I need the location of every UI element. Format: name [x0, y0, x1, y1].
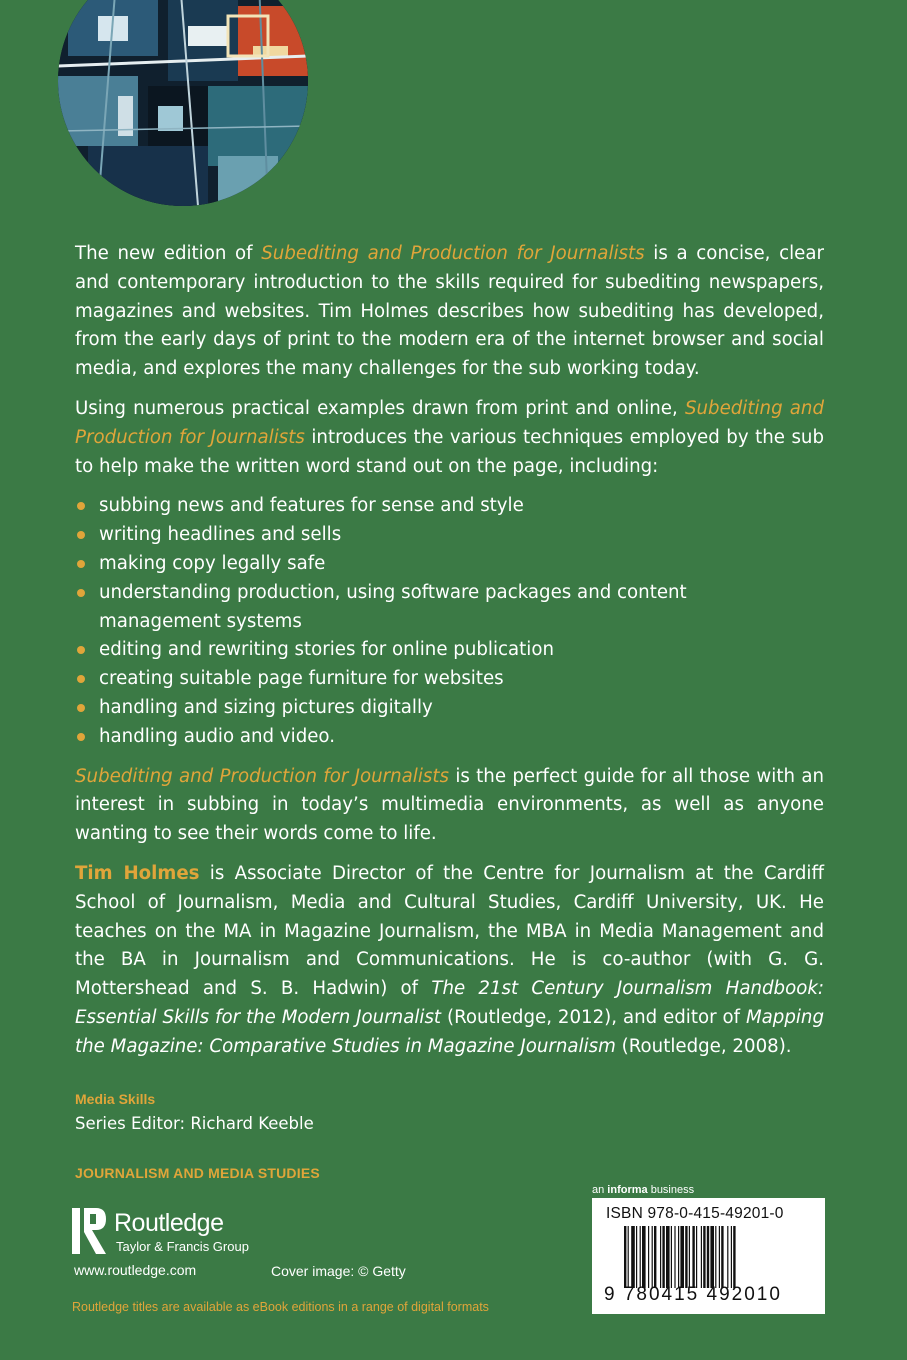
isbn-label: ISBN 978-0-415-49201-0: [606, 1205, 784, 1222]
cover-photo-circle: [58, 0, 308, 206]
book-title-reference: Subediting and Production for Journalists: [261, 243, 645, 264]
examples-text-end: introduces the various techniques employed by the sub to help make the written word stand out on the page, including:: [75, 426, 824, 477]
book-title-reference: Subediting and Production for Journalists: [75, 397, 824, 448]
topic-list-item: writing headlines and sells: [75, 521, 699, 550]
subject-category: JOURNALISM AND MEDIA STUDIES: [75, 1165, 320, 1181]
author-name: Tim Holmes: [75, 862, 200, 884]
book-title-reference: Subediting and Production for Journalists: [75, 765, 449, 787]
related-book-title: Mapping the Magazine: Comparative Studies in Magazine Journalism: [75, 1006, 824, 1057]
publisher-group: Taylor & Francis Group: [116, 1239, 249, 1254]
series-editor: Series Editor: Richard Keeble: [75, 1114, 314, 1133]
author-bio-text: is Associate Director of the Centre for Journalism at the Cardiff School of Journalism, Media and Cultural Studies, Cardiff University, UK. He teaches on the MA in Magazine Journalism, the MBA in Media Management and the BA in Journalism and Communications. He is co-author (with G. G. Mottershead and S. B. Hadwin) of: [75, 862, 824, 1000]
blurb: [75, 240, 824, 1073]
barcode-bars-icon: [624, 1226, 814, 1288]
isbn-barcode: [592, 1198, 825, 1314]
topic-list-item: making copy legally safe: [75, 550, 699, 579]
publisher-logo: [72, 1206, 272, 1260]
informa-suffix: business: [647, 1184, 695, 1196]
author-bio-text: (Routledge, 2012), and editor of: [441, 1006, 746, 1028]
ean-digits: 9 780415 492010: [604, 1284, 782, 1305]
topic-list-item: creating suitable page furniture for websites: [75, 665, 699, 694]
description-text-end: is a concise, clear and contemporary introduction to the skills required for subediting newspapers, magazines and websites. Tim Holmes describes how subediting has developed, from the early days of print to the modern era of the internet browser and social media, and explores the many challenges for the sub working today.: [75, 243, 824, 380]
informa-tagline: [592, 1184, 694, 1196]
routledge-logo-icon: [72, 1206, 108, 1256]
ebook-note: Routledge titles are available as eBook editions in a range of digital formats: [72, 1300, 489, 1314]
informa-prefix: an: [592, 1184, 608, 1196]
topic-list-item: handling and sizing pictures digitally: [75, 694, 699, 723]
series-name: Media Skills: [75, 1091, 156, 1107]
related-book-title: The 21st Century Journalism Handbook: Essential Skills for the Modern Journalist: [75, 978, 824, 1028]
guide-text: is the perfect guide for all those with an interest in subbing in today’s multimedia environments, as well as anyone wanting to see their words come to life.: [75, 765, 824, 845]
description-paragraph: [75, 240, 824, 384]
publisher-website-link[interactable]: www.routledge.com: [74, 1262, 197, 1278]
informa-brand: informa: [607, 1184, 648, 1196]
topic-list-item: editing and rewriting stories for online publication: [75, 636, 699, 665]
cover-photo-image: [58, 0, 308, 206]
cover-image-credit: Cover image: © Getty: [271, 1263, 406, 1279]
topics-list: [75, 492, 824, 751]
description-text-start: The new edition of: [75, 243, 262, 264]
examples-paragraph: [75, 395, 824, 481]
topic-list-item: subbing news and features for sense and style: [75, 492, 699, 521]
examples-text-start: Using numerous practical examples drawn from print and online,: [75, 397, 685, 419]
author-bio-paragraph: [75, 860, 824, 1062]
topic-list-item: understanding production, using software packages and content management systems: [75, 579, 699, 637]
publisher-name: Routledge: [114, 1209, 224, 1237]
topic-list-item: handling audio and video.: [75, 723, 699, 752]
guide-paragraph: [75, 763, 824, 849]
author-bio-text: (Routledge, 2008).: [615, 1035, 792, 1057]
